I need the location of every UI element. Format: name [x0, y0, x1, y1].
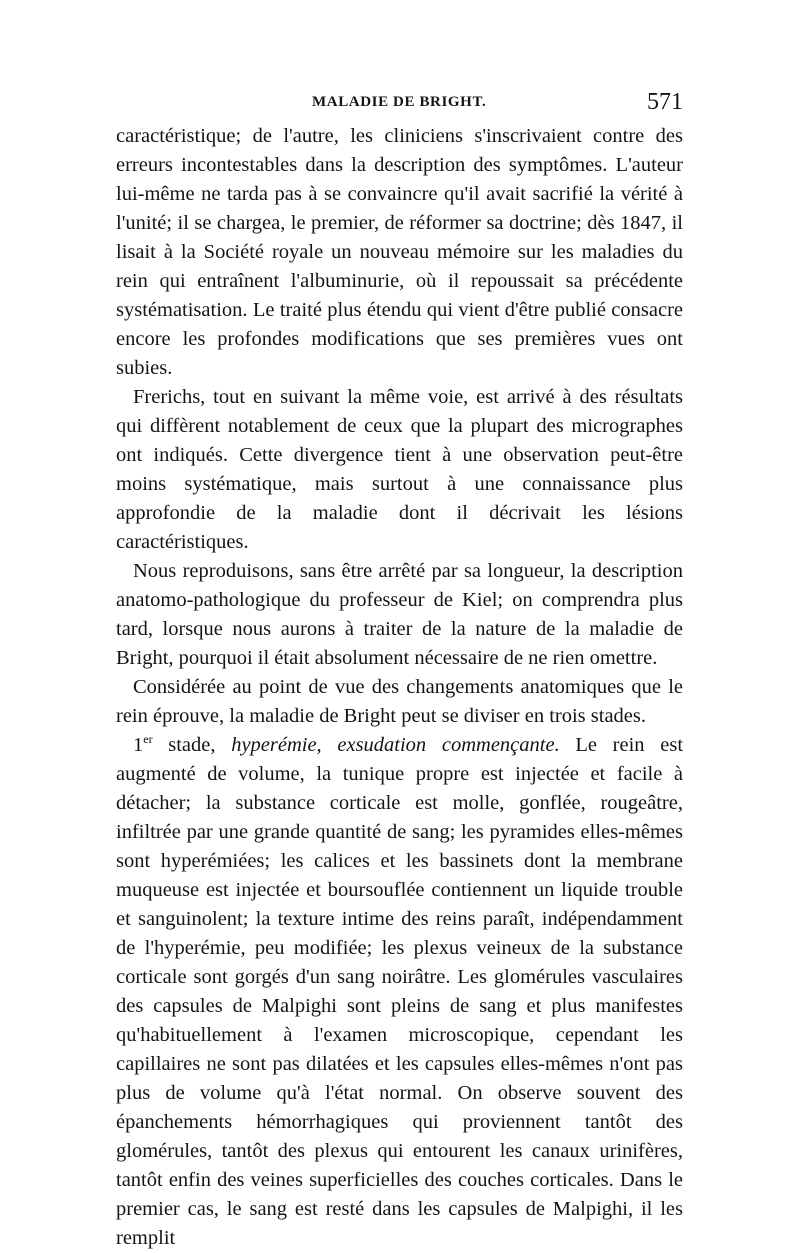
- book-page: [116, 89, 684, 1253]
- running-title: MALADIE DE BRIGHT.: [312, 94, 487, 110]
- stage-number: 1: [133, 734, 144, 756]
- stage-description: Le rein est augmenté de volume, la tunique propre est injectée et facile à détacher; la substance corticale est molle, gonflée, rougeâtre, infiltrée par une grande quantité de sang; les pyramides elles-mêmes sont hyperémiées; les calices et les bassinets dont la membrane muqueuse est injectée et boursouflée contiennent un liquide trouble et sanguinolent; la texture intime des reins paraît, indépendamment de l'hyperémie, peu modifiée; les plexus veineux de la substance corticale sont gorgés d'un sang noirâtre. Les glomérules vasculaires des capsules de Malpighi sont pleins de sang et plus manifestes qu'habituellement à l'examen microscopique, cependant les capillaires ne sont pas dilatées et les capsules elles-mêmes n'ont pas plus de volume qu'à l'état normal. On observe souvent des épanchements hémorrhagiques qui proviennent tantôt des glomérules, tantôt des plexus qui entourent les canaux urinifères, tantôt enfin des veines superficielles des couches corticales. Dans le premier cas, le sang est resté dans les capsules de Malpighi, il les remplit: [116, 734, 684, 1249]
- page-header: [116, 89, 683, 122]
- paragraph-stages-intro: Considérée au point de vue des changements anatomiques que le rein éprouve, la maladie de Bright peut se diviser en trois stades.: [116, 676, 683, 727]
- stage-title: hyperémie, exsudation commençante.: [231, 734, 560, 756]
- stage-label: stade,: [152, 734, 232, 756]
- page-number: 571: [647, 89, 683, 115]
- paragraph-first-stage: [116, 731, 683, 1253]
- paragraph-continuation: caractéristique; de l'autre, les cliniciens s'inscrivaient contre des erreurs incontestables dans la description des symptômes. L'auteur lui-même ne tarda pas à se convaincre qu'il avait sacrifié la vérité à l'unité; il se chargea, le premier, de réformer sa doctrine; dès 1847, il lisait à la Société royale un nouveau mémoire sur les maladies du rein qui entraînent l'albuminurie, où il repoussait sa précédente systématisation. Le traité plus étendu qui vient d'être publié consacre encore les profondes modifications que ses premières vues ont subies.: [116, 125, 683, 379]
- paragraph-reproduction: Nous reproduisons, sans être arrêté par sa longueur, la description anatomo-pathologique du professeur de Kiel; on comprendra plus tard, lorsque nous aurons à traiter de la nature de la maladie de Bright, pourquoi il était absolument nécessaire de ne rien omettre.: [116, 560, 683, 669]
- stage-ordinal-suffix: er: [143, 732, 153, 746]
- body-text: [116, 122, 683, 1253]
- paragraph-frerichs: Frerichs, tout en suivant la même voie, est arrivé à des résultats qui diffèrent notablement de ceux que la plupart des micrographes ont indiqués. Cette divergence tient à une observation peut-être moins systématique, mais surtout à une connaissance plus approfondie de la maladie dont il décrivait les lésions caractéristiques.: [116, 386, 683, 553]
